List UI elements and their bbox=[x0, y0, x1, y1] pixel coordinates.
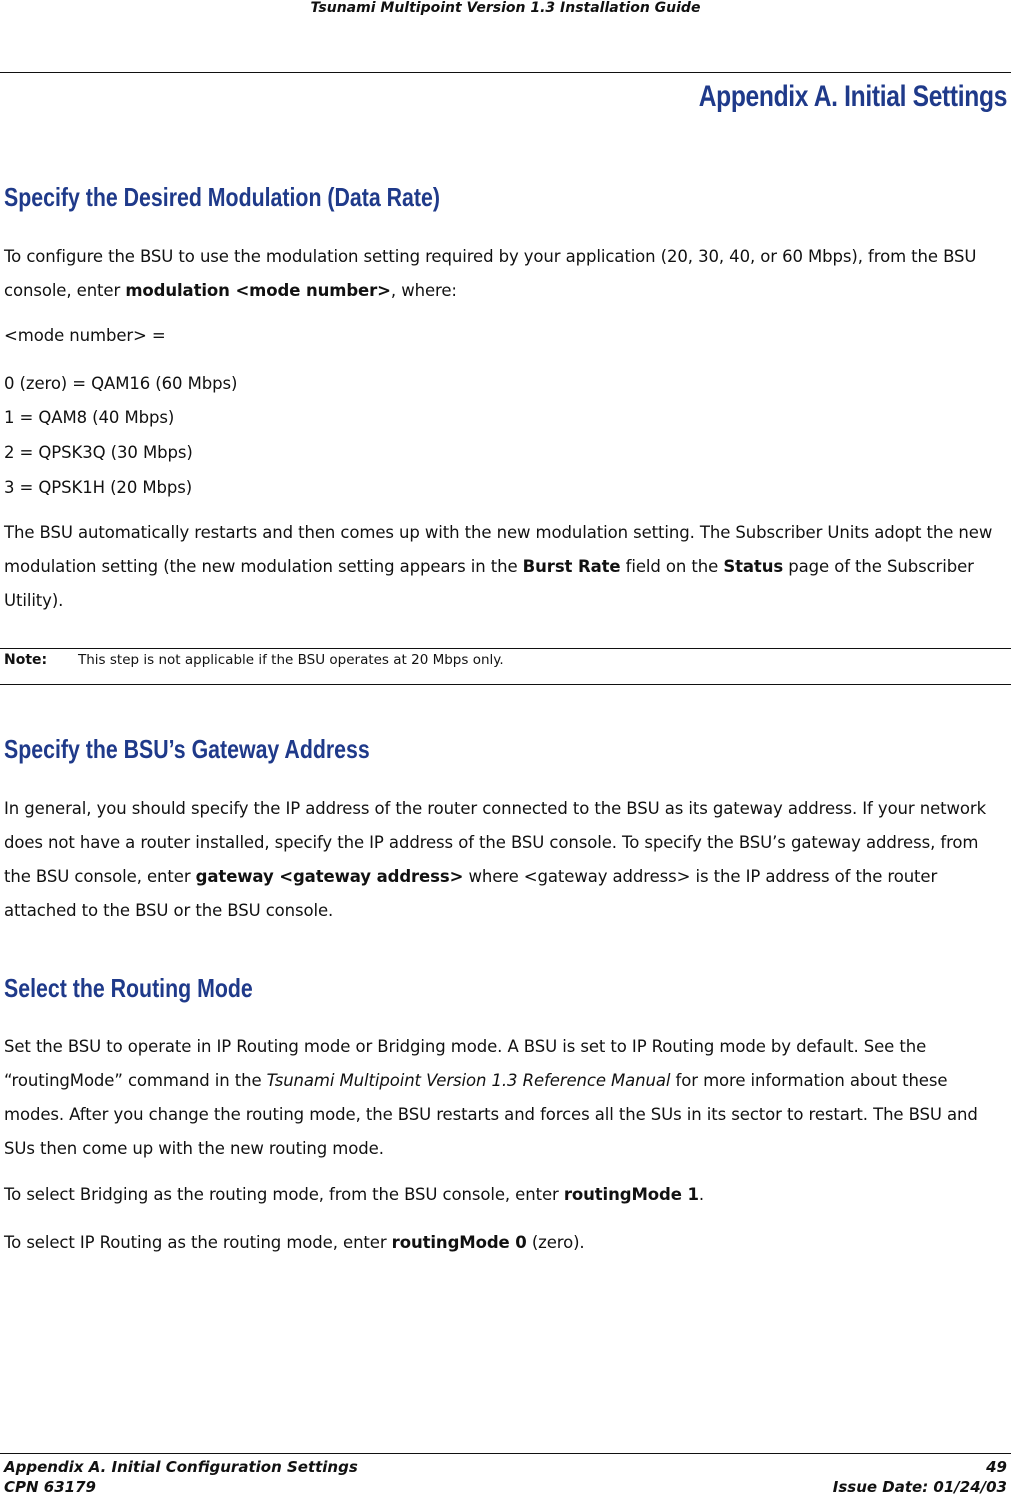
text: To select IP Routing as the routing mode, enter bbox=[4, 1233, 392, 1252]
command-text: modulation <mode number> bbox=[125, 281, 391, 300]
gateway-paragraph bbox=[4, 792, 1009, 928]
command-text: routingMode 1 bbox=[563, 1185, 699, 1204]
mode-option-0: 0 (zero) = QAM16 (60 Mbps) bbox=[4, 374, 238, 393]
note-bottom-rule bbox=[0, 684, 1011, 685]
text: To select Bridging as the routing mode, from the BSU console, enter bbox=[4, 1185, 564, 1204]
section-heading-routing: Select the Routing Mode bbox=[4, 973, 253, 1003]
note-label: Note: bbox=[4, 652, 48, 668]
mode-option-2: 2 = QPSK3Q (30 Mbps) bbox=[4, 443, 193, 462]
text: (zero). bbox=[526, 1233, 585, 1252]
text: In general, you should specify the IP address of the router connected to the BSU as its gateway address. If your network does not have a router installed, specify the IP address of the BSU console. To specify the BSU’s gateway address, from the BSU console, enter bbox=[4, 799, 987, 886]
footer-page-number: 49 bbox=[986, 1458, 1007, 1476]
text: Set the BSU to operate in IP Routing mode or Bridging mode. A BSU is set to IP Routing mode by default. See the “routingMode” command in the bbox=[4, 1037, 927, 1090]
section-heading-modulation: Specify the Desired Modulation (Data Rate) bbox=[4, 182, 440, 212]
footer-rule bbox=[0, 1453, 1011, 1454]
note-top-rule bbox=[0, 648, 1011, 649]
command-text: gateway <gateway address> bbox=[195, 867, 464, 886]
text: page of the Subscriber Utility). bbox=[4, 557, 974, 610]
header-rule bbox=[0, 72, 1011, 73]
modulation-result-paragraph bbox=[4, 516, 1009, 618]
text: , where: bbox=[390, 281, 457, 300]
footer-cpn: CPN 63179 bbox=[4, 1478, 96, 1496]
text: . bbox=[698, 1185, 705, 1204]
page-name: Status bbox=[723, 557, 784, 576]
text: where <gateway address> is the IP address of the router attached to the BSU or the BSU console. bbox=[4, 867, 938, 920]
text: The BSU automatically restarts and then comes up with the new modulation setting. The Subscriber Units adopt the new modulation setting (the new modulation setting appears in the bbox=[4, 523, 993, 576]
bridging-paragraph bbox=[4, 1178, 1009, 1212]
footer-issue-date: Issue Date: 01/24/03 bbox=[832, 1478, 1007, 1496]
note-text: This step is not applicable if the BSU operates at 20 Mbps only. bbox=[78, 652, 504, 668]
text: field on the bbox=[620, 557, 724, 576]
footer-section-title: Appendix A. Initial Configuration Settings bbox=[4, 1458, 358, 1476]
manual-title: Tsunami Multipoint Version 1.3 Reference Manual bbox=[266, 1071, 671, 1090]
text: for more information about these modes. After you change the routing mode, the BSU restarts and forces all the SUs in its sector to restart. The BSU and SUs then come up with the new routing mode. bbox=[4, 1071, 978, 1158]
field-name: Burst Rate bbox=[522, 557, 621, 576]
routing-paragraph bbox=[4, 1030, 1009, 1166]
appendix-title: Appendix A. Initial Settings bbox=[698, 80, 1007, 113]
mode-option-3: 3 = QPSK1H (20 Mbps) bbox=[4, 478, 193, 497]
section-heading-gateway: Specify the BSU’s Gateway Address bbox=[4, 734, 370, 764]
mode-option-1: 1 = QAM8 (40 Mbps) bbox=[4, 408, 175, 427]
running-header: Tsunami Multipoint Version 1.3 Installation Guide bbox=[310, 0, 701, 16]
command-text: routingMode 0 bbox=[391, 1233, 527, 1252]
ip-routing-paragraph bbox=[4, 1226, 1009, 1260]
modulation-intro-paragraph bbox=[4, 240, 1009, 308]
text: To configure the BSU to use the modulation setting required by your application (20, 30, 40, or 60 Mbps), from the BSU console, enter bbox=[4, 247, 977, 300]
mode-number-intro: <mode number> = bbox=[4, 326, 166, 345]
